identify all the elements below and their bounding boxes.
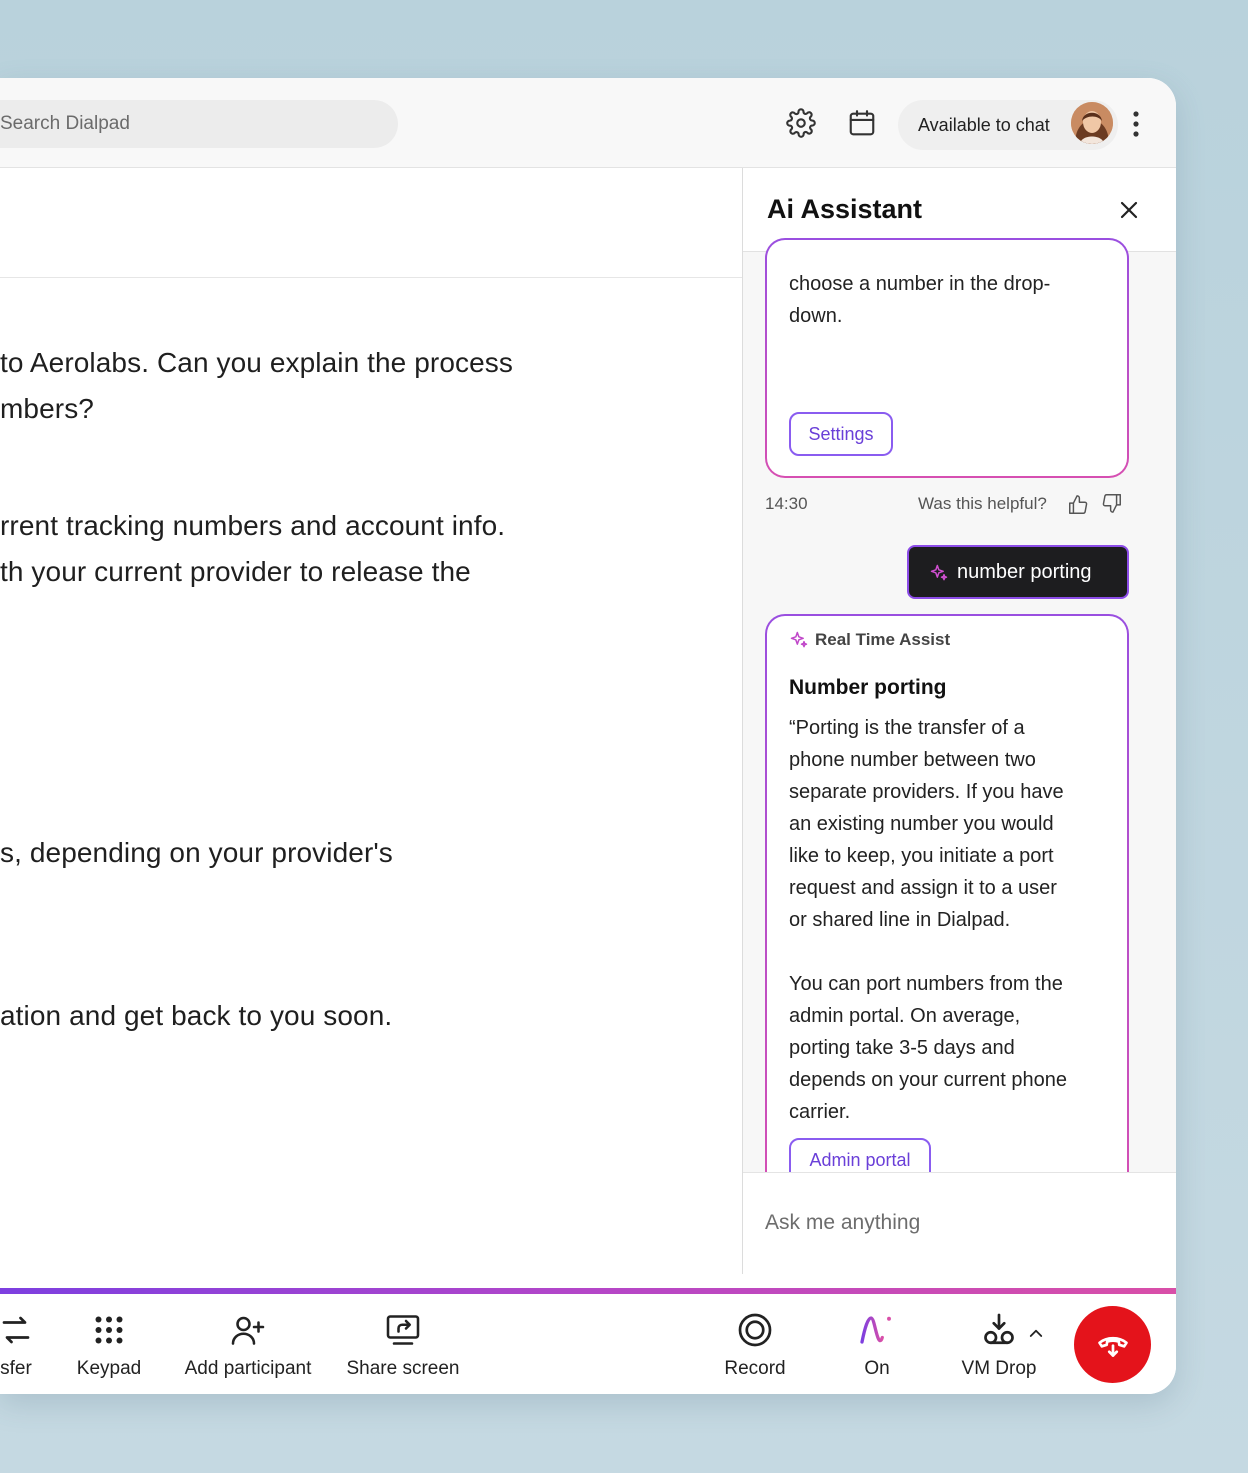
query-chip[interactable] bbox=[907, 545, 1129, 599]
card-text-line: or shared line in Dialpad. bbox=[789, 909, 1011, 931]
card-text-line: phone number between two bbox=[789, 749, 1036, 771]
voicemail-drop-icon bbox=[981, 1312, 1017, 1348]
card-text-line: request and assign it to a user bbox=[789, 877, 1057, 899]
keypad-label: Keypad bbox=[76, 1358, 142, 1379]
transfer-icon bbox=[0, 1312, 34, 1348]
top-bar bbox=[0, 78, 1176, 168]
record-label: Record bbox=[724, 1358, 786, 1379]
helpful-label: Was this helpful? bbox=[918, 494, 1047, 513]
avatar-image bbox=[1071, 102, 1113, 144]
transcript-line: th your current provider to release the bbox=[0, 556, 471, 587]
close-icon[interactable] bbox=[1117, 198, 1141, 222]
card-text-line: down. bbox=[789, 305, 843, 327]
transcript-line: s, depending on your provider's bbox=[0, 837, 393, 868]
card-text-line: porting take 3-5 days and bbox=[789, 1037, 1015, 1059]
add-user-icon bbox=[230, 1312, 266, 1348]
search-input[interactable] bbox=[0, 100, 398, 148]
keypad-button[interactable] bbox=[70, 1294, 148, 1394]
vm-drop-button[interactable] bbox=[956, 1294, 1042, 1394]
chevron-up-icon[interactable] bbox=[1027, 1324, 1045, 1342]
gear-icon[interactable] bbox=[786, 108, 816, 138]
ai-assistant-panel bbox=[742, 168, 1176, 1274]
card-text-line: “Porting is the transfer of a bbox=[789, 717, 1025, 739]
share-screen-icon bbox=[385, 1312, 421, 1348]
settings-button-label: Settings bbox=[808, 423, 874, 444]
add-participant-label: Add participant bbox=[184, 1358, 312, 1379]
transcript-area bbox=[0, 168, 742, 1288]
card-text-line: separate providers. If you have bbox=[789, 781, 1064, 803]
ask-box bbox=[743, 1172, 1176, 1274]
card-text-line: choose a number in the drop- bbox=[789, 273, 1051, 295]
calendar-icon[interactable] bbox=[847, 108, 877, 138]
settings-button[interactable] bbox=[789, 412, 893, 456]
sparkle-icon bbox=[789, 630, 809, 650]
call-controls bbox=[0, 1294, 1176, 1394]
transcript-line: to Aerolabs. Can you explain the process bbox=[0, 347, 513, 378]
ai-toggle-label: On bbox=[864, 1358, 890, 1379]
search-placeholder: Search Dialpad bbox=[0, 113, 130, 134]
avatar[interactable] bbox=[1071, 102, 1113, 144]
admin-portal-button-label: Admin portal bbox=[809, 1149, 911, 1170]
ai-toggle-button[interactable] bbox=[846, 1294, 908, 1394]
sparkle-icon bbox=[929, 563, 949, 583]
card-text-line: You can port numbers from the bbox=[789, 973, 1063, 995]
card-heading: Number porting bbox=[789, 676, 947, 699]
assistant-card-previous bbox=[765, 238, 1129, 478]
share-screen-button[interactable] bbox=[340, 1294, 466, 1394]
card-label: Real Time Assist bbox=[815, 630, 951, 649]
kebab-menu-icon[interactable] bbox=[1124, 110, 1148, 138]
hang-up-button[interactable] bbox=[1074, 1306, 1151, 1383]
hang-up-icon bbox=[1095, 1327, 1131, 1363]
vm-drop-label: VM Drop bbox=[961, 1358, 1037, 1379]
card-text-line: depends on your current phone bbox=[789, 1069, 1067, 1091]
card-text-line: an existing number you would bbox=[789, 813, 1054, 835]
add-participant-button[interactable] bbox=[174, 1294, 322, 1394]
panel-title: Ai Assistant bbox=[767, 194, 923, 224]
query-chip-label: number porting bbox=[957, 560, 1092, 583]
card-text-line: admin portal. On average, bbox=[789, 1005, 1021, 1027]
transcript-header bbox=[0, 168, 742, 278]
record-button[interactable] bbox=[718, 1294, 792, 1394]
transcript-line: rrent tracking numbers and account info. bbox=[0, 510, 506, 541]
dialpad-ai-icon bbox=[859, 1312, 895, 1348]
share-screen-label: Share screen bbox=[346, 1358, 460, 1379]
keypad-icon bbox=[91, 1312, 127, 1348]
transfer-label: sfer bbox=[0, 1358, 32, 1379]
record-icon bbox=[737, 1312, 773, 1348]
thumbs-down-icon[interactable] bbox=[1101, 492, 1123, 514]
transcript-line: mbers? bbox=[0, 393, 94, 424]
card-text-line: carrier. bbox=[789, 1101, 851, 1123]
thumbs-up-icon[interactable] bbox=[1067, 494, 1089, 516]
dialpad-window bbox=[0, 78, 1176, 1394]
message-time: 14:30 bbox=[765, 494, 808, 513]
status-label: Available to chat bbox=[918, 114, 1050, 135]
transfer-button[interactable] bbox=[0, 1294, 40, 1394]
card-text-line: like to keep, you initiate a port bbox=[789, 845, 1054, 867]
ask-input[interactable] bbox=[765, 1203, 1155, 1243]
transcript-line: ation and get back to you soon. bbox=[0, 1000, 393, 1031]
real-time-assist-card bbox=[765, 614, 1129, 1206]
